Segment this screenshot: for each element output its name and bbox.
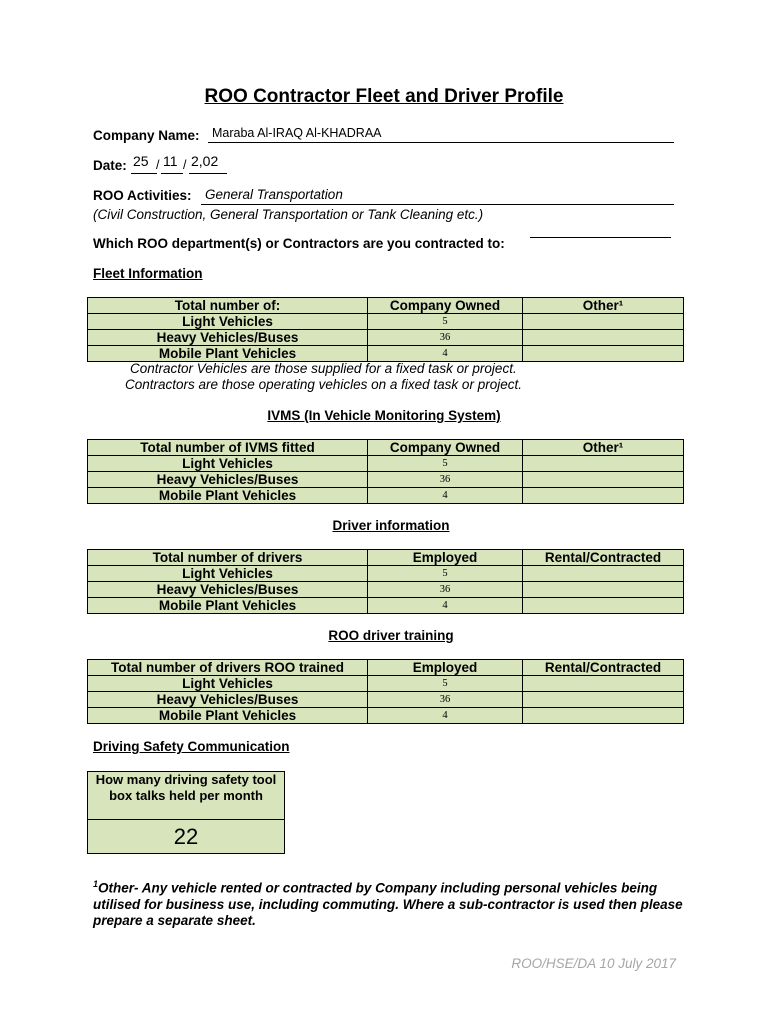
table-row [88, 330, 684, 346]
table-header-row [88, 298, 684, 314]
row-label: Mobile Plant Vehicles [88, 488, 368, 504]
employed-cell[interactable]: 36 [368, 582, 523, 598]
activities-field[interactable]: General Transportation [205, 187, 343, 202]
date-day-field[interactable]: 25 [133, 153, 149, 169]
table-row [88, 598, 684, 614]
company-owned-cell[interactable]: 4 [368, 346, 523, 362]
column-header: Other¹ [523, 440, 684, 456]
company-owned-cell[interactable]: 5 [368, 456, 523, 472]
date-month-field[interactable]: 11 [163, 153, 178, 169]
column-header: Employed [368, 550, 523, 566]
column-header: Total number of drivers [88, 550, 368, 566]
fleet-note-contractors: Contractors are those operating vehicles on a fixed task or project. [125, 377, 522, 392]
row-label: Light Vehicles [88, 314, 368, 330]
date-year-line [189, 173, 227, 174]
row-label: Heavy Vehicles/Buses [88, 582, 368, 598]
employed-cell[interactable]: 4 [368, 708, 523, 724]
drivers-heading: Driver information [332, 518, 450, 533]
company-name-label: Company Name: [93, 128, 200, 143]
column-header: Total number of IVMS fitted [88, 440, 368, 456]
fleet-table [87, 297, 684, 362]
fleet-heading: Fleet Information [93, 266, 203, 281]
table-row [88, 314, 684, 330]
activities-line [201, 204, 674, 205]
other-cell[interactable] [523, 346, 684, 362]
other-cell[interactable] [523, 488, 684, 504]
activities-hint: (Civil Construction, General Transportation or Tank Cleaning etc.) [93, 207, 484, 222]
row-label: Mobile Plant Vehicles [88, 708, 368, 724]
column-header: Company Owned [368, 440, 523, 456]
column-header: Company Owned [368, 298, 523, 314]
table-row [88, 708, 684, 724]
training-table [87, 659, 684, 724]
other-cell[interactable] [523, 314, 684, 330]
column-header: Other¹ [523, 298, 684, 314]
company-owned-cell[interactable]: 36 [368, 330, 523, 346]
row-label: Mobile Plant Vehicles [88, 346, 368, 362]
toolbox-talks-value[interactable]: 22 [173, 824, 199, 849]
row-label: Heavy Vehicles/Buses [88, 692, 368, 708]
ivms-heading: IVMS (In Vehicle Monitoring System) [267, 408, 501, 423]
fleet-note-contractor-vehicles: Contractor Vehicles are those supplied for a fixed task or project. [130, 361, 517, 376]
company-owned-cell[interactable]: 4 [368, 488, 523, 504]
company-name-line [208, 142, 674, 143]
column-header: Employed [368, 660, 523, 676]
table-row [88, 488, 684, 504]
employed-cell[interactable]: 5 [368, 676, 523, 692]
column-header: Rental/Contracted [523, 660, 684, 676]
toolbox-talks-question: How many driving safety tool box talks held per month [88, 772, 284, 820]
date-separator: / [183, 158, 187, 172]
row-label: Light Vehicles [88, 566, 368, 582]
employed-cell[interactable]: 4 [368, 598, 523, 614]
row-label: Heavy Vehicles/Buses [88, 472, 368, 488]
table-row [88, 346, 684, 362]
company-name-field[interactable]: Maraba Al-IRAQ Al-KHADRAA [212, 126, 382, 140]
other-cell[interactable] [523, 330, 684, 346]
safety-heading: Driving Safety Communication [93, 739, 290, 754]
other-cell[interactable] [523, 456, 684, 472]
rental-contracted-cell[interactable] [523, 566, 684, 582]
employed-cell[interactable]: 36 [368, 692, 523, 708]
table-row [88, 582, 684, 598]
toolbox-talks-box [87, 771, 285, 854]
table-row [88, 472, 684, 488]
company-owned-cell[interactable]: 36 [368, 472, 523, 488]
table-row [88, 566, 684, 582]
row-label: Light Vehicles [88, 456, 368, 472]
other-cell[interactable] [523, 472, 684, 488]
footnote [93, 876, 693, 929]
date-separator: / [156, 158, 160, 172]
rental-contracted-cell[interactable] [523, 708, 684, 724]
row-label: Mobile Plant Vehicles [88, 598, 368, 614]
row-label: Light Vehicles [88, 676, 368, 692]
rental-contracted-cell[interactable] [523, 598, 684, 614]
column-header: Total number of: [88, 298, 368, 314]
rental-contracted-cell[interactable] [523, 676, 684, 692]
table-header-row [88, 550, 684, 566]
date-month-line [161, 173, 183, 174]
company-owned-cell[interactable]: 5 [368, 314, 523, 330]
table-row [88, 692, 684, 708]
date-label: Date: [93, 158, 127, 173]
table-row [88, 456, 684, 472]
date-day-line [131, 173, 157, 174]
row-label: Heavy Vehicles/Buses [88, 330, 368, 346]
drivers-table [87, 549, 684, 614]
column-header: Total number of drivers ROO trained [88, 660, 368, 676]
column-header: Rental/Contracted [523, 550, 684, 566]
department-label: Which ROO department(s) or Contractors are you contracted to: [93, 236, 505, 251]
date-year-field[interactable]: 2,02 [191, 153, 219, 169]
activities-label: ROO Activities: [93, 188, 192, 203]
document-reference: ROO/HSE/DA 10 July 2017 [511, 956, 676, 971]
footnote-text: Other- Any vehicle rented or contracted by Company including personal vehicles being utilised for business use, including commuting. Where a sub-contractor is used then please prepare a separate sheet. [93, 880, 683, 928]
footnote-marker: 1 [93, 879, 99, 889]
table-header-row [88, 440, 684, 456]
employed-cell[interactable]: 5 [368, 566, 523, 582]
rental-contracted-cell[interactable] [523, 582, 684, 598]
department-line [530, 237, 671, 238]
ivms-table [87, 439, 684, 504]
form-title: ROO Contractor Fleet and Driver Profile [204, 86, 564, 107]
training-heading: ROO driver training [328, 628, 454, 643]
rental-contracted-cell[interactable] [523, 692, 684, 708]
table-row [88, 676, 684, 692]
table-header-row [88, 660, 684, 676]
